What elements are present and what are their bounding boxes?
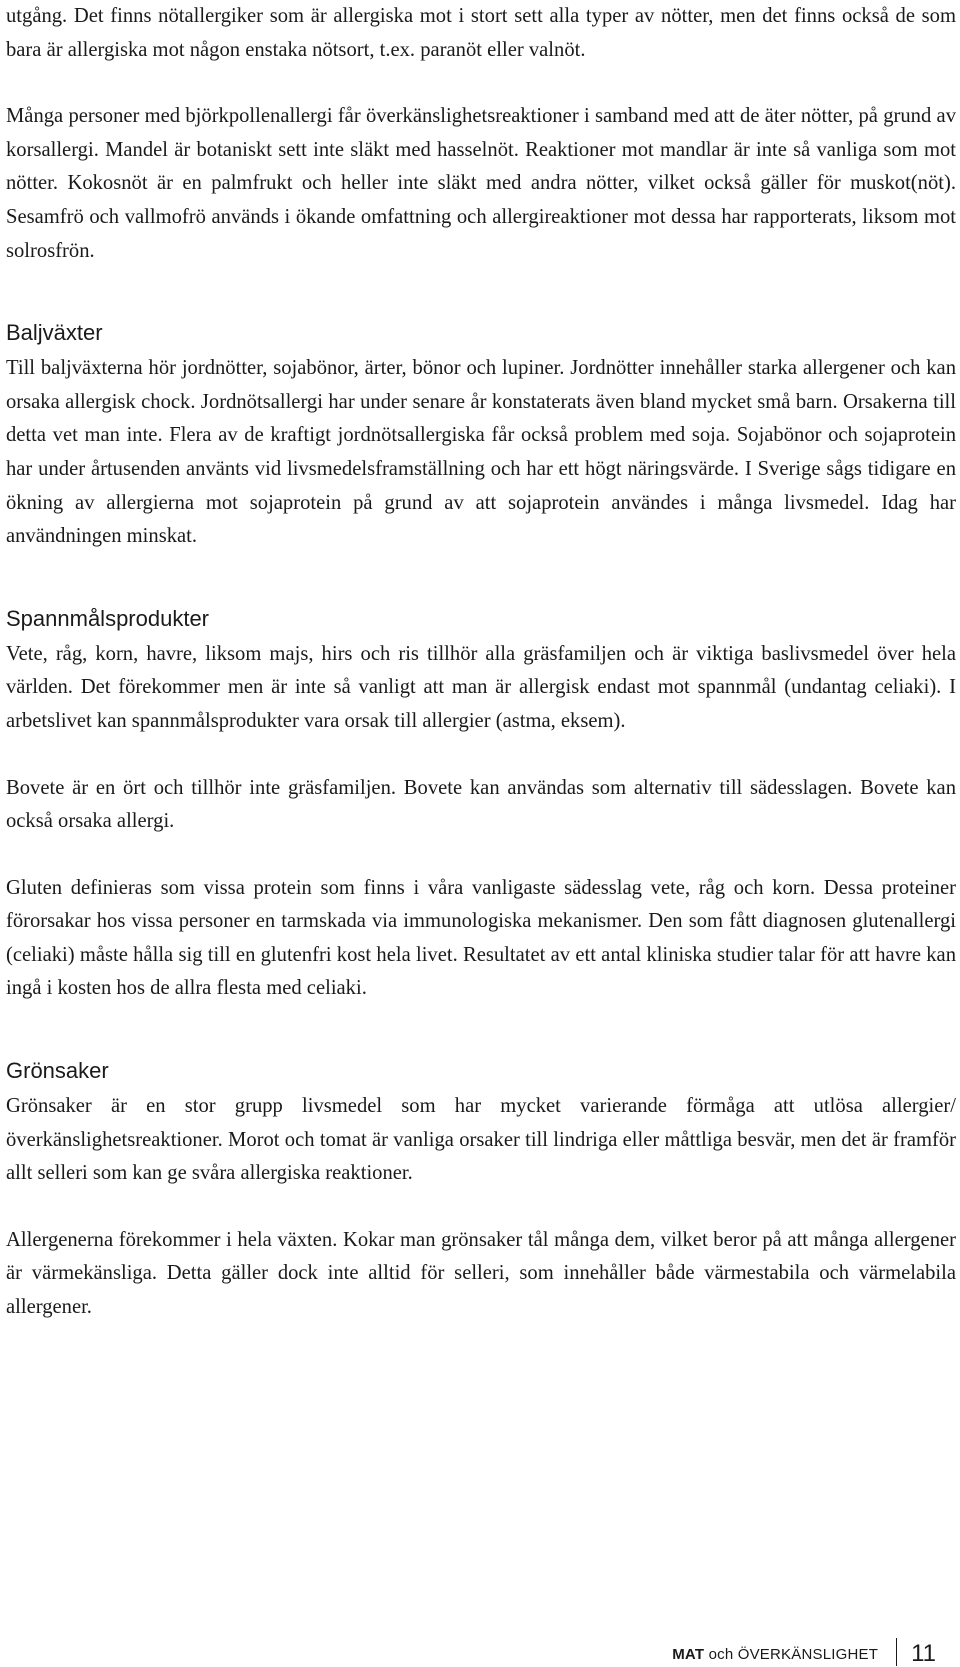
- footer-divider: [896, 1638, 897, 1666]
- body-text: [6, 0, 956, 1325]
- paragraph-allergens-heat: Allergenerna förekommer i hela växten. Kokar man grönsaker tål många dem, vilket beror på att många allergener är värmekänsliga. Detta gäller dock inte alltid för selleri, som innehåller både värmestabila och värmelabila allergener.: [6, 1228, 956, 1319]
- paragraph-cereals: Vete, råg, korn, havre, liksom majs, hirs och ris tillhör alla gräsfamiljen och är viktiga baslivsmedel över hela världen. Det förekommer men är inte så vanligt att man är allergisk endast mot spannmål (undantag celiaki). I arbetslivet kan spannmålsprodukter vara orsak till allergier (astma, eksem).: [6, 642, 956, 732]
- heading-spannmalsprodukter: Spannmålsprodukter: [6, 605, 210, 631]
- paragraph-buckwheat: Bovete är en ört och tillhör inte gräsfamiljen. Bovete kan användas som alternativ till sädesslagen. Bovete kan också orsaka allergi.: [6, 776, 956, 833]
- paragraph-legumes: Till baljväxterna hör jordnötter, sojabönor, ärter, bönor och lupiner. Jordnötter innehåller starka allergener och kan orsaka allergisk chock. Jordnötsallergi har under senare år konstaterats även bland mycket små barn. Orsakerna till detta vet man inte. Flera av de kraftigt jordnötsallergiska får också problem med soja. Sojabönor och sojaprotein har under årtusenden använts vid livsmedelsframställning och har ett högt näringsvärde. I Sverige sågs tidigare en ökning av allergierna mot sojaprotein på grund av att sojaprotein användes i många livsmedel. Idag har användningen minskat.: [6, 357, 956, 548]
- footer-publication-title: [672, 1646, 878, 1664]
- paragraph-nut-allergy-continued: utgång. Det finns nötallergiker som är allergiska mot i stort sett alla typer av nötter, men det finns också de som bara är allergiska mot någon enstaka nötsort, t.ex. paranöt eller valnöt.: [6, 5, 956, 61]
- footer-brand-rest: och ÖVERKÄNSLIGHET: [704, 1646, 879, 1663]
- page-footer: [672, 1636, 936, 1666]
- footer-brand-strong: MAT: [672, 1646, 705, 1663]
- paragraph-vegetables: Grönsaker är en stor grupp livsmedel som har mycket varierande förmåga att utlösa allergier/överkänslighetsreaktioner. Morot och tomat är vanliga orsaker till lindriga eller måttliga besvär, men det är framför allt selleri som kan ge svåra allergiska reaktioner.: [6, 1095, 956, 1185]
- heading-gronsaker: Grönsaker: [6, 1058, 109, 1084]
- paragraph-gluten: Gluten definieras som vissa protein som finns i våra vanligaste sädesslag vete, råg och korn. Dessa proteiner förorsakar hos vissa personer en tarmskada via immunologiska mekanismer. Den som fått diagnosen glutenallergi (celiaki) måste hålla sig till en glutenfri kost hela livet. Resultatet av ett antal kliniska studier talar för att havre kan ingå i kosten hos de allra flesta med celiaki.: [6, 876, 956, 1000]
- page-number: 11: [911, 1640, 936, 1667]
- paragraph-cross-allergy: Många personer med björkpollenallergi får överkänslighetsreaktioner i samband med att de äter nötter, på grund av korsallergi. Mandel är botaniskt sett inte släkt med hasselnöt. Reaktioner mot mandlar är inte så vanliga som mot nötter. Kokosnöt är en palmfrukt och heller inte släkt med andra nötter, vilket också gäller för muskot(nöt). Sesamfrö och vallmofrö används i ökande omfattning och allergireaktioner mot dessa har rapporterats, liksom mot solrosfrön.: [6, 105, 956, 262]
- heading-baljvaxter: Baljväxter: [6, 320, 103, 346]
